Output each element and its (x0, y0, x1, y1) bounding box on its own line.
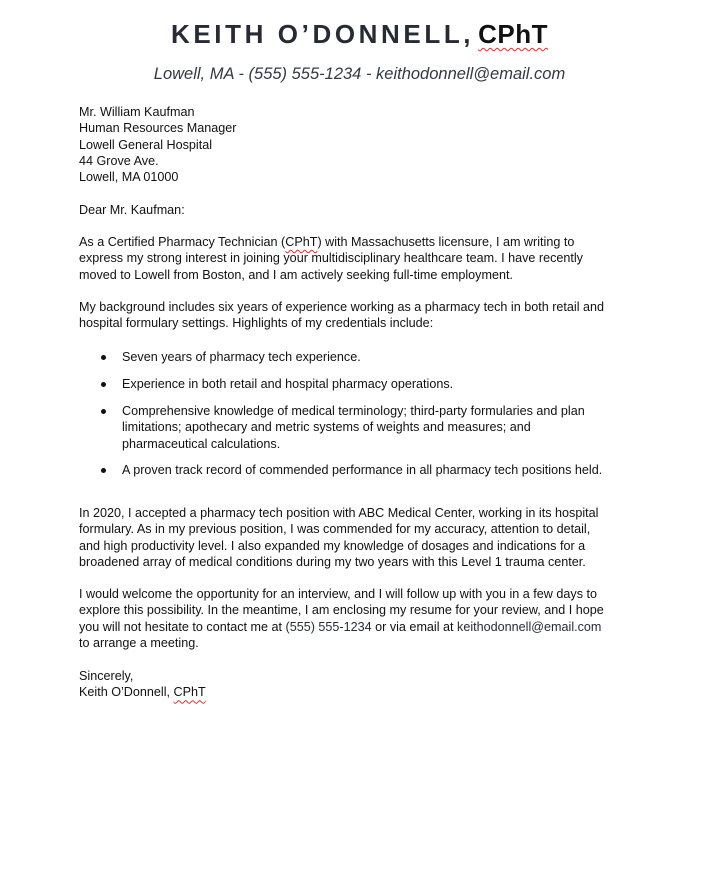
paragraph-line: hospital formulary settings. Highlights of my credentials include: (79, 316, 434, 331)
signature-name: Keith O’Donnell, (79, 685, 174, 700)
paragraph-line: I would welcome the opportunity for an interview, and I will follow up with you in a few days to (79, 587, 598, 601)
list-item-text (122, 376, 453, 392)
phone-number: (555) 555-1234 (285, 619, 372, 634)
bullet-icon (101, 355, 106, 360)
paragraph-experience (79, 505, 649, 570)
paragraph-line: In 2020, I accepted a pharmacy tech position with ABC Medical Center, working in its hospital (79, 506, 599, 520)
recipient-city-state-zip: Lowell, MA 01000 (79, 170, 179, 185)
paragraph-line: broadened array of medical conditions during my two years with this Level 1 trauma center. (79, 554, 586, 569)
text-run: ) with Massachusetts licensure, I am writing to (317, 235, 575, 249)
signature-credential: CPhT (173, 685, 206, 700)
signature (79, 684, 649, 700)
salutation (79, 202, 649, 218)
bullet-icon (101, 409, 106, 414)
list-item-line: Experience in both retail and hospital pharmacy operations. (122, 377, 454, 391)
list-item-line: Comprehensive knowledge of medical terminology; third-party formularies and plan (122, 404, 585, 418)
paragraph-line: to arrange a meeting. (79, 635, 199, 650)
paragraph-line: My background includes six years of experience working as a pharmacy tech in both retail and (79, 300, 605, 314)
list-item-text (122, 349, 361, 365)
valediction: Sincerely, (79, 669, 134, 683)
recipient-address-block (79, 104, 649, 185)
paragraph-line: moved to Lowell from Boston, and I am actively seeking full-time employment. (79, 267, 513, 282)
bullet-icon (101, 468, 106, 473)
recipient-title: Human Resources Manager (79, 121, 237, 136)
text-run: As a Certified Pharmacy Technician ( (79, 235, 286, 249)
recipient-name: Mr. William Kaufman (79, 105, 195, 119)
paragraph-line (79, 619, 649, 635)
applicant-name-heading (0, 16, 719, 52)
recipient-street: 44 Grove Ave. (79, 153, 159, 168)
paragraph-line (79, 234, 649, 250)
paragraph-introduction (79, 234, 649, 283)
email-address: keithodonnell@email.com (457, 619, 602, 634)
paragraph-call-to-action (79, 586, 649, 651)
paragraph-line: and high productivity level. I also expanded my knowledge of dosages and indications for a (79, 538, 586, 553)
list-item-line: pharmaceutical calculations. (122, 436, 281, 451)
credential-abbreviation: CPhT (285, 235, 318, 249)
list-item-text (122, 462, 602, 478)
paragraph-line: express my strong interest in joining your multidisciplinary healthcare team. I have recently (79, 251, 583, 266)
paragraph-background (79, 299, 649, 332)
text-run: you will not hesitate to contact me at (79, 619, 286, 634)
contact-info-line: Lowell, MA - (555) 555-1234 - keithodonnell@email.com (153, 65, 566, 83)
paragraph-line: formulary. As in my previous position, I was commended for my accuracy, attention to detail, (79, 522, 591, 537)
salutation-text: Dear Mr. Kaufman: (79, 203, 185, 217)
text-run: or via email at (371, 619, 458, 634)
paragraph-line: explore this possibility. In the meantime, I am enclosing my resume for your review, and I hope (79, 603, 604, 618)
recipient-organization: Lowell General Hospital (79, 137, 213, 152)
applicant-credential: CPhT (478, 19, 549, 49)
list-item-line: limitations; apothecary and metric systems of weights and measures; and (122, 420, 531, 435)
list-item-text (122, 403, 585, 452)
list-item-line: Seven years of pharmacy tech experience. (122, 350, 361, 364)
bullet-icon (101, 382, 106, 387)
list-item-line: A proven track record of commended performance in all pharmacy tech positions held. (122, 463, 603, 477)
closing-block (79, 668, 649, 701)
applicant-name: KEITH O’DONNELL, (170, 19, 475, 49)
